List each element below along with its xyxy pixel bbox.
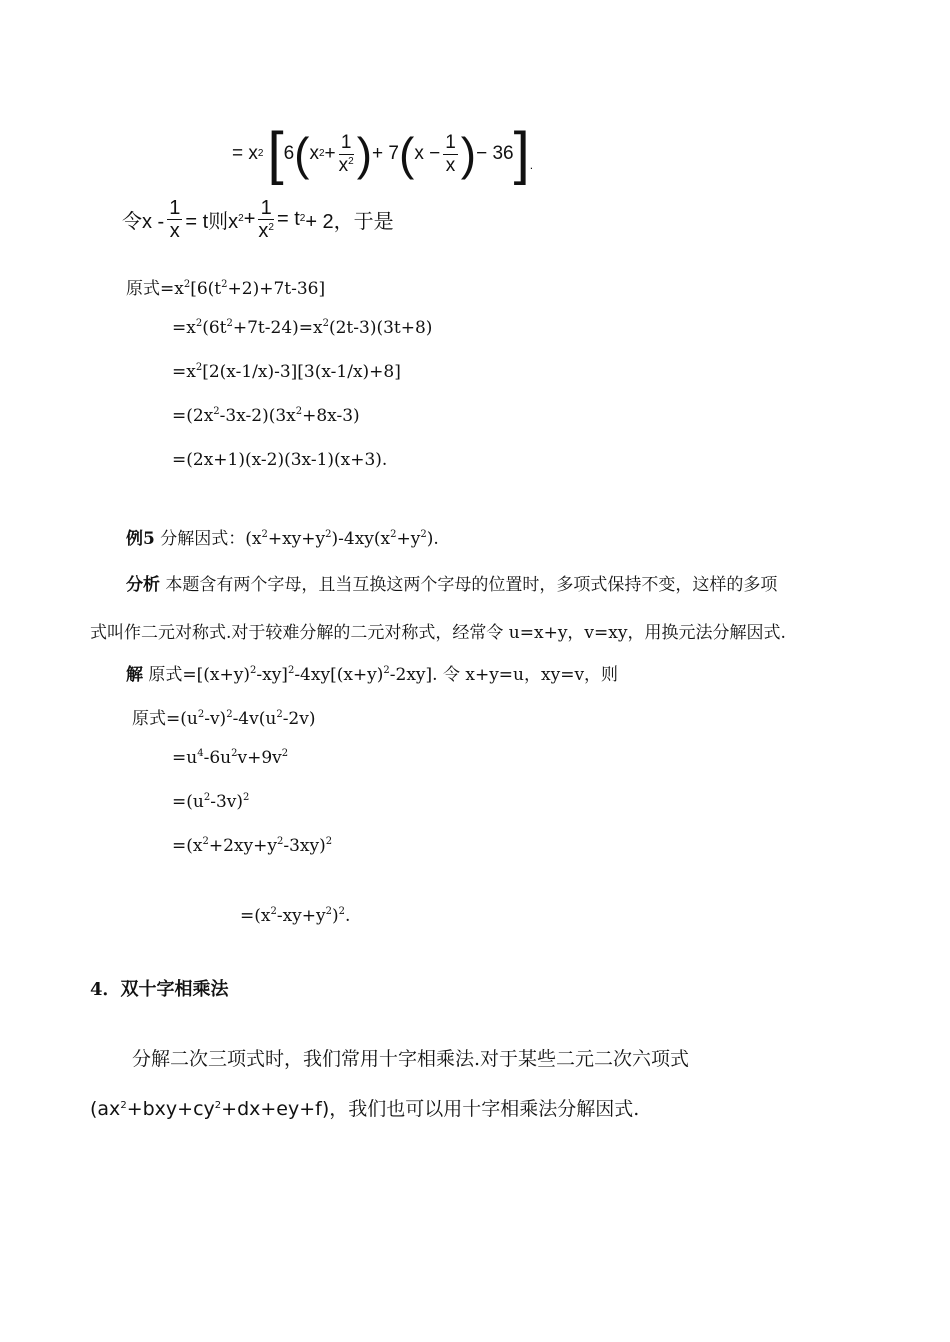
equation-image-1: = x 2 [ 6 ( x 2 + $\frac{1}{x^2}$ ) + 7 ( x − $\frac{1}{x}$ ) − 36 ] . (232, 121, 534, 186)
eq2-fraction-2 (258, 197, 274, 242)
step-b-1: 原式$=(u^2-v)^2-4v(u^2-2v)$ (132, 709, 316, 729)
step-a-5: =(2x+1)(x-2)(3x-1)(x+3). (172, 450, 388, 470)
equation-image-2: 令x - $\frac{1}{x}$ = t则x 2 + $\frac{1}{x^2}$ = t 2 + 2，于是 (122, 196, 394, 242)
example-5-label: 例5 (126, 529, 155, 549)
eq1-frac1-num: 1 (339, 132, 354, 155)
eq1-six: 6 (283, 143, 295, 164)
eq2-frac2-den: $x^2$ (258, 219, 274, 242)
analysis-line-1: 分析 本题含有两个字母，且当互换这两个字母的位置时，多项式保持不变，这样的多项 (126, 575, 778, 595)
step-a-1: 原式$=x^2[6(t^2+2)+7t-36]$ (126, 279, 326, 299)
eq1-minus36: − 36 (476, 143, 514, 164)
eq1-plus7: + 7 (372, 143, 399, 164)
eq1-x-minus: x − (414, 143, 441, 164)
eq1-lparen-2: ( (398, 128, 415, 180)
eq1-prefix: = x (232, 143, 258, 164)
eq2-frac2-num: 1 (258, 197, 274, 220)
eq1-frac2-den: x (445, 154, 456, 176)
eq2-ling: 令x - (122, 210, 165, 233)
eq1-frac1-den: $x^2$ (338, 154, 354, 176)
step-a-2: $=x^2(6t^2+7t-24)=x^2(2t-3)(3t+8)$ (172, 318, 433, 338)
step-a-4: $=(2x^2-3x-2)(3x^2+8x-3)$ (172, 406, 360, 426)
eq1-rparen-1: ) (356, 128, 373, 180)
step-a-3: $=x^2[2(x-1/x)-3][3(x-1/x)+8]$ (172, 362, 401, 382)
eq1-fraction-2 (443, 132, 458, 177)
eq2-fraction-1 (167, 197, 182, 242)
eq2-plus: + (243, 207, 256, 230)
eq2-plus2: + 2，于是 (305, 210, 394, 233)
eq1-rparen-2: ) (460, 128, 477, 180)
eq1-period: . (529, 158, 534, 172)
eq1-plus: + (324, 143, 336, 164)
example-5: 例5 分解因式：$(x^2+xy+y^2)-4xy(x^2+y^2)$. (126, 529, 439, 549)
eq2-mid: = t则x (185, 210, 239, 233)
analysis-line-2: 式叫作二元对称式.对于较难分解的二元对称式，经常令 u=x+y，v=xy，用换元法分解因式. (90, 623, 786, 643)
section-4-para-line-2: $(ax^2+bxy+cy^2+dx+ey+f)$，我们也可以用十字相乘法分解因式. (90, 1098, 640, 1120)
eq2-frac1-den: x (169, 219, 180, 242)
analysis-label: 分析 (126, 575, 160, 595)
eq2-frac1-num: 1 (169, 196, 181, 219)
eq1-right-bracket: ] (513, 121, 530, 186)
section-4-para-line-1: 分解二次三项式时，我们常用十字相乘法.对于某些二元二次六项式 (132, 1048, 690, 1070)
eq1-left-bracket: [ (267, 121, 284, 186)
solution-label: 解 (126, 665, 143, 685)
section-4-title: 4．双十字相乘法 (90, 979, 229, 1000)
eq1-fraction-1 (339, 132, 354, 177)
step-b-2: $=u^4-6u^2v+9v^2$ (172, 748, 289, 768)
eq1-x: x (309, 143, 319, 164)
eq1-lparen-1: ( (294, 128, 310, 180)
step-b-4: $=(x^2+2xy+y^2-3xy)^2$ (172, 836, 333, 856)
step-b-5: $=(x^2-xy+y^2)^2$. (240, 906, 351, 926)
solution-line: 解 原式$=[(x+y)^2-xy]^2-4xy[(x+y)^2-2xy]$. 令 x+y=u，xy=v，则 (126, 665, 619, 685)
eq1-frac2-num: 1 (445, 131, 456, 153)
step-b-3: $=(u^2-3v)^2$ (172, 792, 250, 812)
eq2-equals-t: = t (276, 207, 300, 230)
